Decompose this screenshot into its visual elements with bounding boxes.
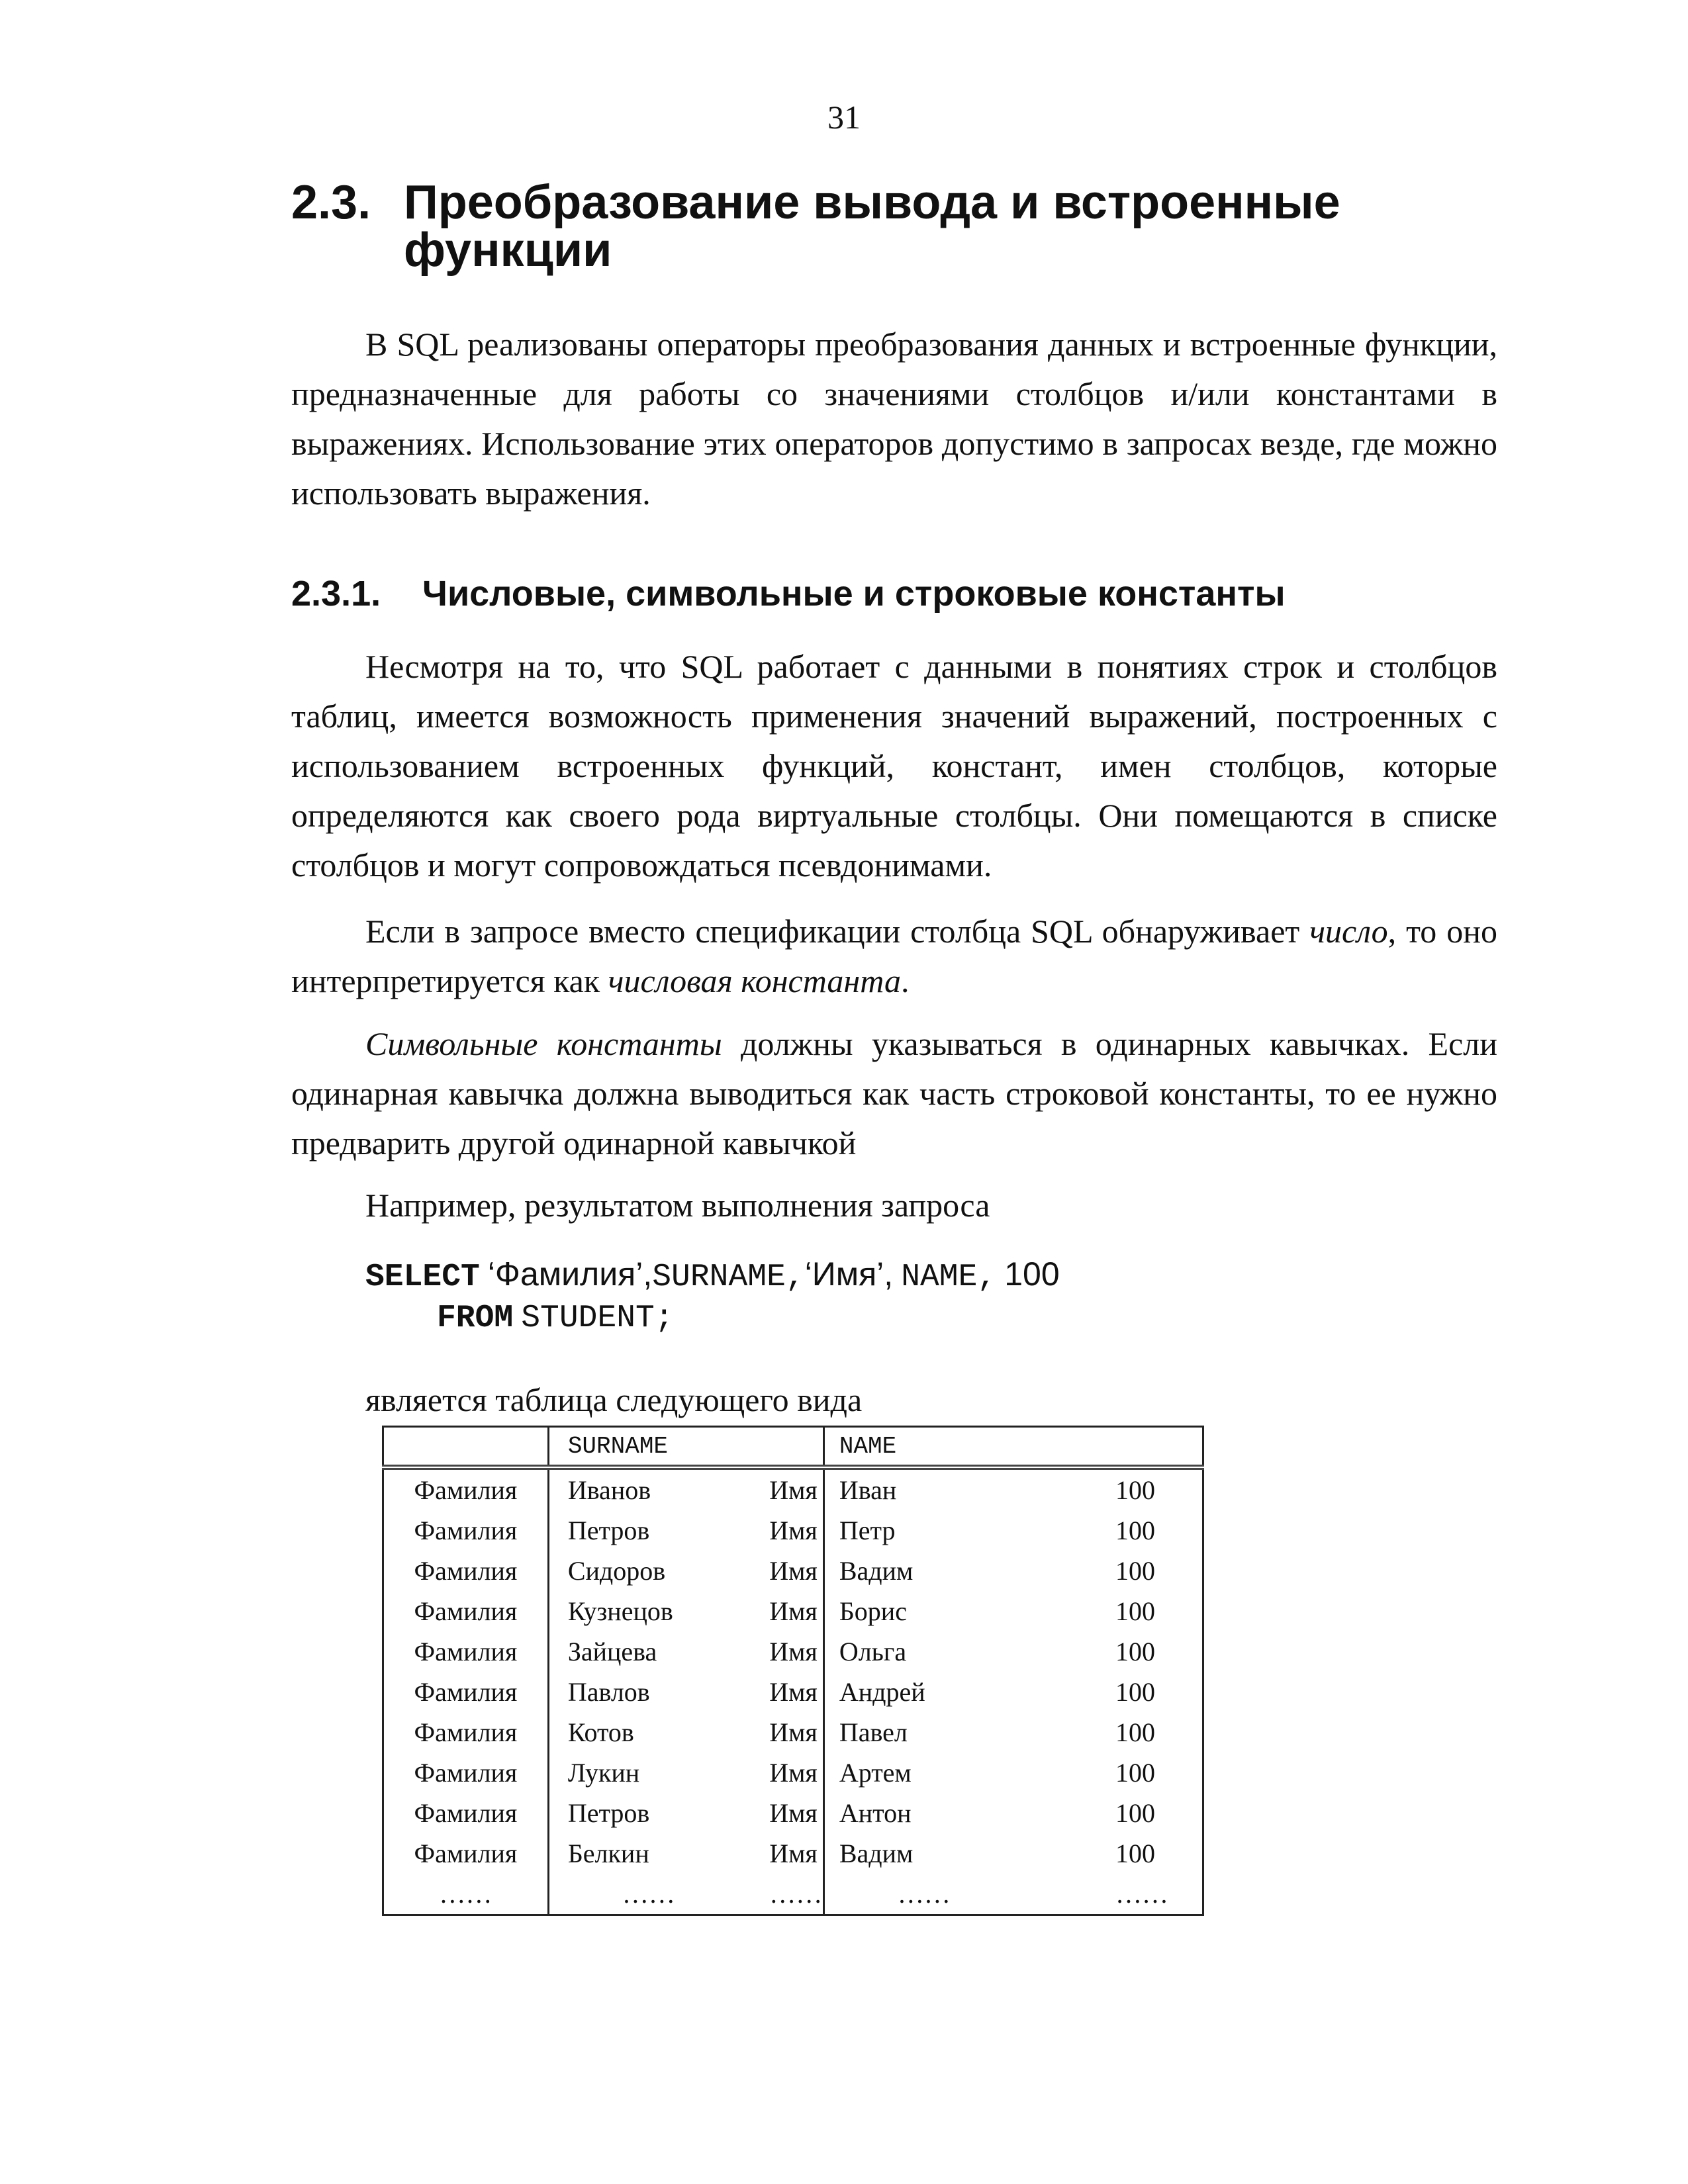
table-cell: 100 <box>1115 1596 1156 1626</box>
table-cell: Павлов <box>567 1677 650 1707</box>
keyword-select: SELECT <box>365 1259 480 1295</box>
paragraph-2 <box>291 907 1497 1006</box>
paragraph-2-mid: , то оно интерпретируется как <box>291 913 1498 999</box>
table-cell: Лукин <box>567 1758 640 1788</box>
query-line-2 <box>437 1296 674 1339</box>
table-cell: Белкин <box>567 1839 649 1868</box>
table-cell: Котов <box>567 1717 634 1747</box>
table-cell: 100 <box>1115 1677 1156 1707</box>
table-cell: Кузнецов <box>567 1596 673 1626</box>
table-cell: Иванов <box>567 1475 651 1505</box>
table-cell: Имя <box>769 1712 823 1752</box>
table-cell: 100 <box>1115 1637 1156 1666</box>
table-cell: Имя <box>769 1591 823 1631</box>
table-cell: 100 <box>1115 1758 1156 1788</box>
literal-surname: ‘Фамилия’, <box>487 1255 653 1293</box>
intro-paragraph-text: В SQL реализованы операторы преобразования данных и встроенные функции, предназначенные для работы со значениями столбцов и/или константами в выражениях. Использование этих операторов допустимо в запросах везде, где можно использовать выражения. <box>291 326 1497 512</box>
table-intro <box>291 1375 1497 1425</box>
header-cell <box>769 1427 823 1468</box>
table-cell: …… <box>383 1874 549 1915</box>
table-cell: Антон <box>839 1798 912 1828</box>
intro-paragraph <box>291 320 1497 518</box>
table-cell: Имя <box>769 1467 823 1510</box>
table-cell: Имя <box>769 1833 823 1874</box>
column-name: NAME, <box>901 1259 997 1295</box>
paragraph-2-pre: Если в запросе вместо спецификации столбца SQL обнаруживает <box>365 913 1310 950</box>
table-cell: Имя <box>769 1551 823 1591</box>
table-row-ellipsis <box>383 1874 1203 1915</box>
table-cell: 100 <box>1115 1475 1156 1505</box>
paragraph-2-post: . <box>900 962 910 999</box>
table-cell: Фамилия <box>383 1510 549 1551</box>
table-cell: Фамилия <box>383 1591 549 1631</box>
table-intro-text: является таблица следующего вида <box>365 1381 863 1418</box>
header-cell <box>1115 1427 1203 1468</box>
table-cell: Зайцева <box>567 1637 657 1666</box>
table-cell: Петров <box>567 1798 650 1828</box>
table-cell: Иван <box>839 1475 897 1505</box>
column-surname: SURNAME, <box>652 1259 805 1295</box>
paragraph-3 <box>291 1019 1497 1168</box>
table-cell: 100 <box>1115 1839 1156 1868</box>
paragraph-1-text: Несмотря на то, что SQL работает с данными в понятиях строк и столбцов таблиц, имеется возможность применения значений выражений, построенных с использованием встроенных функций, констант, имен столбцов, которые определяются как своего рода виртуальные столбцы. Они помещаются в списке столбцов и могут сопровождаться псевдонимами. <box>291 648 1497 884</box>
paragraph-3-italic: Символьные константы <box>365 1025 722 1062</box>
table-cell: Вадим <box>839 1556 914 1586</box>
table-cell: Фамилия <box>383 1467 549 1510</box>
section-title-line2: функции <box>404 224 612 277</box>
table-cell: 100 <box>1115 1556 1156 1586</box>
table-cell: Имя <box>769 1510 823 1551</box>
example-intro-text: Например, результатом выполнения запроса <box>365 1187 990 1224</box>
header-cell <box>383 1427 549 1468</box>
section-title <box>404 176 1529 277</box>
table-row <box>383 1712 1203 1752</box>
table-cell: Фамилия <box>383 1712 549 1752</box>
table-cell: …… <box>1115 1879 1169 1909</box>
table-cell: …… <box>622 1879 675 1909</box>
table-row <box>383 1551 1203 1591</box>
table-cell: 100 <box>1115 1717 1156 1747</box>
table-row <box>383 1591 1203 1631</box>
table-student: STUDENT; <box>521 1300 674 1336</box>
table-cell: Фамилия <box>383 1631 549 1672</box>
table-cell: Павел <box>839 1717 908 1747</box>
paragraph-3-text: должны указываться в одинарных кавычках. Если одинарная кавычка должна выводиться как часть строковой константы, то ее нужно предварить другой одинарной кавычкой <box>291 1025 1497 1161</box>
header-cell: NAME <box>823 1427 1115 1468</box>
table-cell: Артем <box>839 1758 912 1788</box>
paragraph-1 <box>291 642 1497 890</box>
paragraph-2-italic-constant: числовая константа <box>608 962 901 999</box>
table-header-row <box>383 1427 1203 1468</box>
table-cell: 100 <box>1115 1516 1156 1545</box>
paragraph-2-italic-number: число <box>1309 913 1388 950</box>
query-line-1 <box>365 1253 1060 1298</box>
table-cell: Петр <box>839 1516 896 1545</box>
table-cell: Борис <box>839 1596 907 1626</box>
keyword-from: FROM <box>437 1300 514 1336</box>
section-title-line1: Преобразование вывода и встроенные <box>404 176 1340 229</box>
page-number: 31 <box>827 99 861 136</box>
table-cell: Имя <box>769 1752 823 1793</box>
table-cell: Имя <box>769 1631 823 1672</box>
table-cell: Фамилия <box>383 1793 549 1833</box>
table-row <box>383 1631 1203 1672</box>
table-row <box>383 1467 1203 1510</box>
table-row <box>383 1793 1203 1833</box>
table-cell: Фамилия <box>383 1672 549 1712</box>
table-row <box>383 1672 1203 1712</box>
table-cell: Фамилия <box>383 1752 549 1793</box>
table-cell: …… <box>769 1874 823 1915</box>
table-cell: Вадим <box>839 1839 914 1868</box>
table-cell: Имя <box>769 1672 823 1712</box>
section-number: 2.3. <box>291 176 371 229</box>
table-cell: Сидоров <box>567 1556 666 1586</box>
literal-name: ‘Имя’, <box>804 1255 894 1293</box>
subsection-number: 2.3.1. <box>291 574 381 614</box>
result-table <box>382 1426 1204 1916</box>
table-cell: Ольга <box>839 1637 907 1666</box>
table-cell: Фамилия <box>383 1551 549 1591</box>
example-intro <box>291 1181 1497 1230</box>
table-row <box>383 1752 1203 1793</box>
table-cell: Петров <box>567 1516 650 1545</box>
numeric-constant: 100 <box>1004 1255 1060 1293</box>
header-cell: SURNAME <box>548 1427 769 1468</box>
subsection-title: Числовые, символьные и строковые константы <box>422 574 1286 614</box>
table-cell: 100 <box>1115 1798 1156 1828</box>
table-cell: Фамилия <box>383 1833 549 1874</box>
table-row <box>383 1833 1203 1874</box>
table-cell: Андрей <box>839 1677 925 1707</box>
table-cell: Имя <box>769 1793 823 1833</box>
table-row <box>383 1510 1203 1551</box>
table-cell: …… <box>897 1879 951 1909</box>
